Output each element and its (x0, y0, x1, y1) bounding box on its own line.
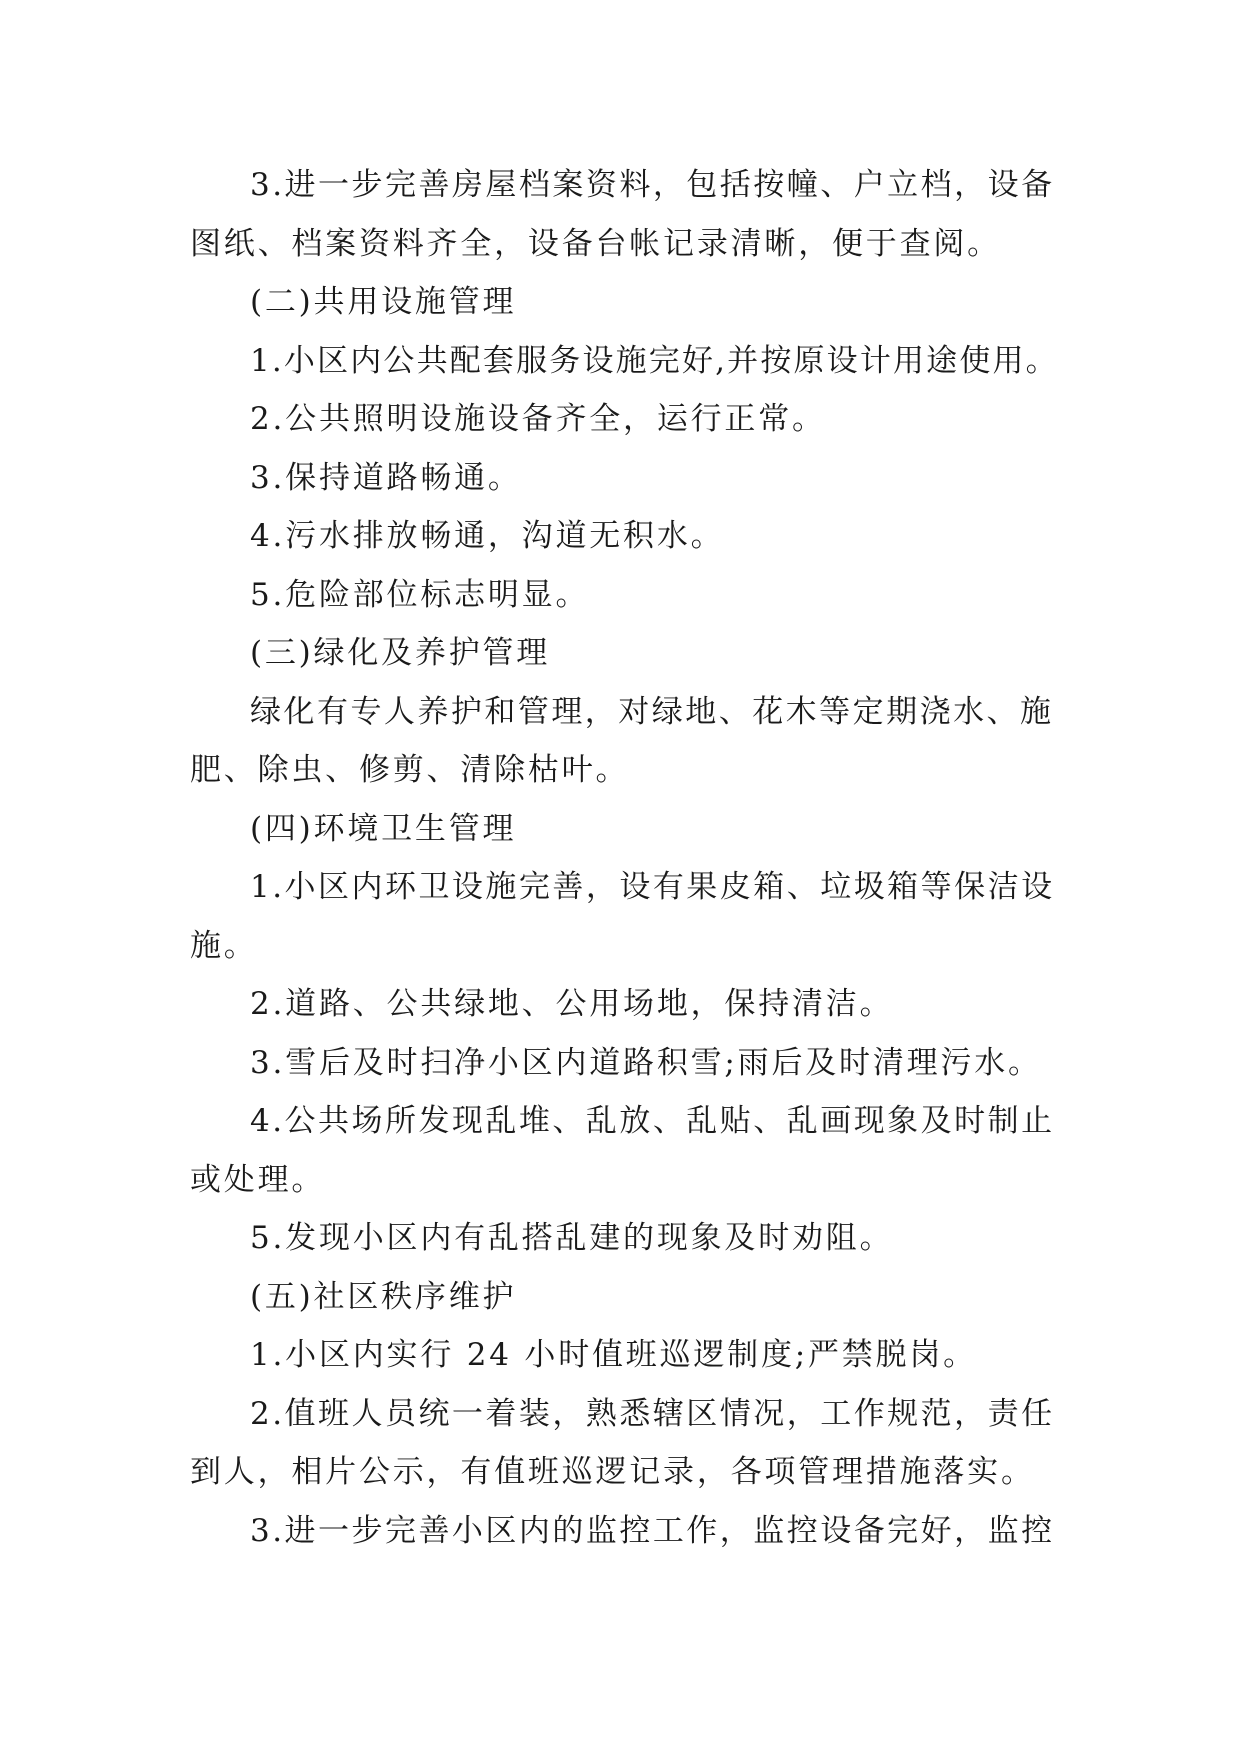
text-line: 2.道路、公共绿地、公用场地，保持清洁。 (250, 986, 894, 1022)
text-line: 1.小区内实行 24 小时值班巡逻制度;严禁脱岗。 (250, 1337, 977, 1373)
text-line: 4.污水排放畅通，沟道无积水。 (250, 518, 725, 554)
text-line: 2.值班人员统一着装，熟悉辖区情况，工作规范，责任 (250, 1395, 1055, 1432)
text-line: 1.小区内环卫设施完善，设有果皮箱、垃圾箱等保洁设 (250, 869, 1055, 905)
text-line: 1.小区内公共配套服务设施完好,并按原设计用途使用。 (250, 342, 1059, 379)
text-line: 绿化有专人养护和管理，对绿地、花木等定期浇水、施 (250, 693, 1054, 730)
text-line: 或处理。 (190, 1161, 326, 1198)
text-line: 3.进一步完善房屋档案资料，包括按幢、户立档，设备 (250, 167, 1055, 203)
text-line: 施。 (190, 927, 258, 964)
text-line: (三)绿化及养护管理 (250, 635, 551, 671)
document-body (190, 156, 1060, 1560)
text-line: 肥、除虫、修剪、清除枯叶。 (190, 752, 630, 788)
text-line: 2.公共照明设施设备齐全，运行正常。 (250, 401, 826, 437)
text-line: (五)社区秩序维护 (250, 1278, 517, 1315)
text-line: 3.雪后及时扫净小区内道路积雪;雨后及时清理污水。 (250, 1044, 1042, 1081)
text-line: 4.公共场所发现乱堆、乱放、乱贴、乱画现象及时制止 (250, 1103, 1055, 1139)
text-line: 3.进一步完善小区内的监控工作，监控设备完好，监控 (250, 1512, 1055, 1549)
text-line: (四)环境卫生管理 (250, 810, 517, 847)
text-line: 到人，相片公示，有值班巡逻记录，各项管理措施落实。 (190, 1454, 1035, 1490)
text-line: 5.发现小区内有乱搭乱建的现象及时劝阻。 (250, 1220, 894, 1256)
text-line: 5.危险部位标志明显。 (250, 576, 590, 613)
text-line: 3.保持道路畅通。 (250, 459, 522, 496)
text-line: 图纸、档案资料齐全，设备台帐记录清晰，便于查阅。 (190, 225, 1001, 262)
text-line: (二)共用设施管理 (250, 284, 517, 320)
